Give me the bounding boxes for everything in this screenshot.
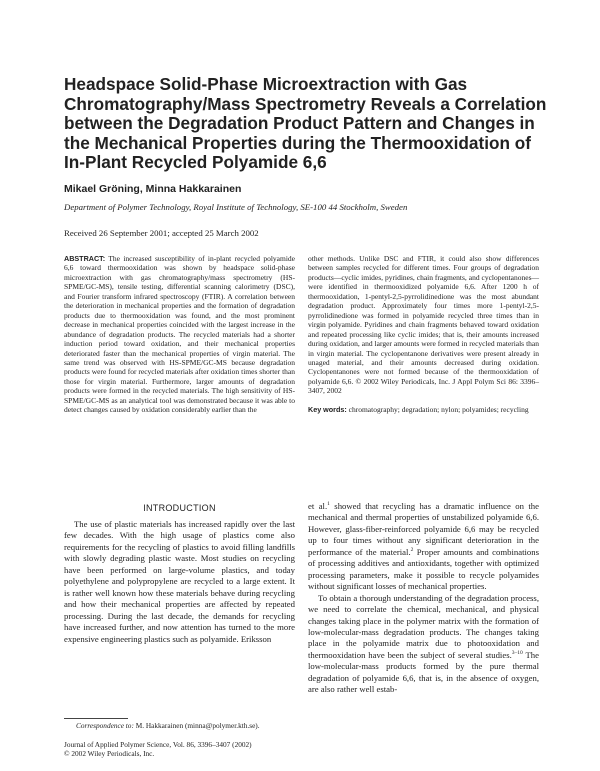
section-heading-introduction: INTRODUCTION xyxy=(143,503,216,513)
title-line-1: Headspace Solid-Phase Microextraction with Gas xyxy=(64,74,468,94)
intro-paragraph-1: The use of plastic materials has increased rapidly over the last few decades. With the high usage of plastics come also requirements for the recycling of plastics to avoid filling landfills with slowly degrading plastic waste. Most studies on recycling have been performed on large-volume plastics, and today polyethylene and polypropylene are recycled to a large extent. It is rather well known how these materials behave during recycling and how their mechanical properties are affected by repeated processing. During the last decade, the demands for recycling have increased further, and now attention has turned to the more expensive engineering plastics such as polyamide. Eriksson xyxy=(64,519,295,644)
reference-1[interactable]: 1 xyxy=(327,501,330,508)
article-title xyxy=(64,75,554,173)
correspondence-footnote xyxy=(76,721,260,730)
intro-left-column xyxy=(64,519,295,645)
title-line-2: Chromatography/Mass Spectrometry Reveals a Correlation xyxy=(64,93,547,114)
title-line-5: In-Plant Recycled Polyamide 6,6 xyxy=(64,152,327,173)
reference-2[interactable]: 2 xyxy=(410,546,414,553)
keywords-label: Key words: xyxy=(308,404,347,414)
intro-paragraph-3 xyxy=(308,593,539,696)
abstract-left-column xyxy=(64,254,295,415)
journal-citation: Journal of Applied Polymer Science, Vol. 86, 3396–3407 (2002) xyxy=(64,740,252,749)
reference-3-10[interactable]: 3–10 xyxy=(511,650,523,656)
copyright: © 2002 Wiley Periodicals, Inc. xyxy=(64,749,155,759)
text-run: showed that recycling has a dramatic influence on the mechanical and thermal properties of unstabilized polyamide 6,6. However, glass-fiber-reinforced polyamide 6,6 may be recycled up to four times without any significant deterioration in the performance of the material. xyxy=(308,501,539,557)
intro-paragraph-2 xyxy=(308,501,539,593)
abstract-label: ABSTRACT: xyxy=(64,254,106,263)
correspondence-label: Correspondence to: xyxy=(76,721,134,730)
affiliation: Department of Polymer Technology, Royal Institute of Technology, SE-100 44 Stockholm, Sweden xyxy=(64,202,408,212)
title-line-4: the Mechanical Properties during the Thermooxidation of xyxy=(64,132,531,153)
correspondence-text: M. Hakkarainen (minna@polymer.kth.se). xyxy=(133,721,260,730)
keywords xyxy=(308,405,539,414)
text-run: Proper amounts and combinations of processing additives and antioxidants, together with optimized processing parameters, make it possible to recycle polyamides without significant losses of mechanical properties. xyxy=(308,546,539,592)
keywords-text: chromatography; degradation; nylon; polyamides; recycling xyxy=(346,404,529,414)
authors: Mikael Gröning, Minna Hakkarainen xyxy=(64,183,242,195)
footnote-rule xyxy=(64,718,128,719)
abstract-text-right: other methods. Unlike DSC and FTIR, it could also show differences between samples recycled for different times. Four groups of degradation products—cyclic imides, pyridines, chain fragments, and cyclopentanones—were identified in thermooxidized polyamide 6,6. After 1200 h of thermooxidation, 1-pentyl-2,5-pyrrolidinedione was the most abundant degradation product. Approximately four times more 1-pentyl-2,5-pyrrolidinedione was formed in polyamide recycled three times than in virgin polyamide. Pyridines and chain fragments behaved toward oxidation and repeated processing like cyclic imides; that is, their amounts increased during oxidation, and larger amounts were formed in recycled materials than in virgin material. The cyclopentanone derivatives were present already in unaged material, and their amounts decreased during oxidation. Cyclopentanones were not formed because of the thermooxidation of polyamide 6,6. © 2002 Wiley Periodicals, Inc. J Appl Polym Sci 86: 3396–3407, 2002 xyxy=(308,254,539,396)
text-run: et al. xyxy=(308,501,328,511)
journal-info xyxy=(64,740,252,759)
abstract-text-left: The increased susceptibility of in-plant recycled polyamide 6,6 toward thermooxidation was shown by headspace solid-phase microextraction with gas chromatography/mass spectrometry (HS-SPME/GC-MS), tensile testing, differential scanning calorimetry (DSC), and Fourier transform infrared spectroscopy (FTIR). A correlation between the deterioration in mechanical properties and the formation of degradation products due to thermooxidation was found, and the most prominent decrease in mechanical properties coincided with the largest increase in the abundance of degradation products. The recycled materials had a shorter induction period toward oxidation, and their mechanical properties deteriorated faster than the mechanical properties of virgin material. The same trend was observed with HS-SPME/GC-MS because degradation products were found for recycled materials after oxidation times shorter than those for virgin material. Furthermore, larger amounts of degradation products were formed in the recycled materials. The high sensitivity of HS-SPME/GC-MS as an analytical tool was demonstrated because it was able to detect changes caused by oxidation considerably earlier than the xyxy=(64,254,295,415)
title-line-3: between the Degradation Product Pattern and Changes in xyxy=(64,113,535,134)
intro-right-column xyxy=(308,501,539,696)
text-run: The low-molecular-mass products formed by the pure thermal degradation of polyamide 6,6, that is, in the absence of oxygen, are also rather well estab- xyxy=(308,649,539,695)
text-run: To obtain a thorough understanding of the degradation process, we need to correlate the chemical, mechanical, and physical changes taking place in the polymer matrix with the formation of low-molecular-mass degradation products. The changes taking place in the polyamide matrix due to photooxidation and thermooxidation have been the subject of several studies. xyxy=(308,592,539,660)
abstract-right-column xyxy=(308,254,539,414)
received-date: Received 26 September 2001; accepted 25 March 2002 xyxy=(64,228,259,238)
